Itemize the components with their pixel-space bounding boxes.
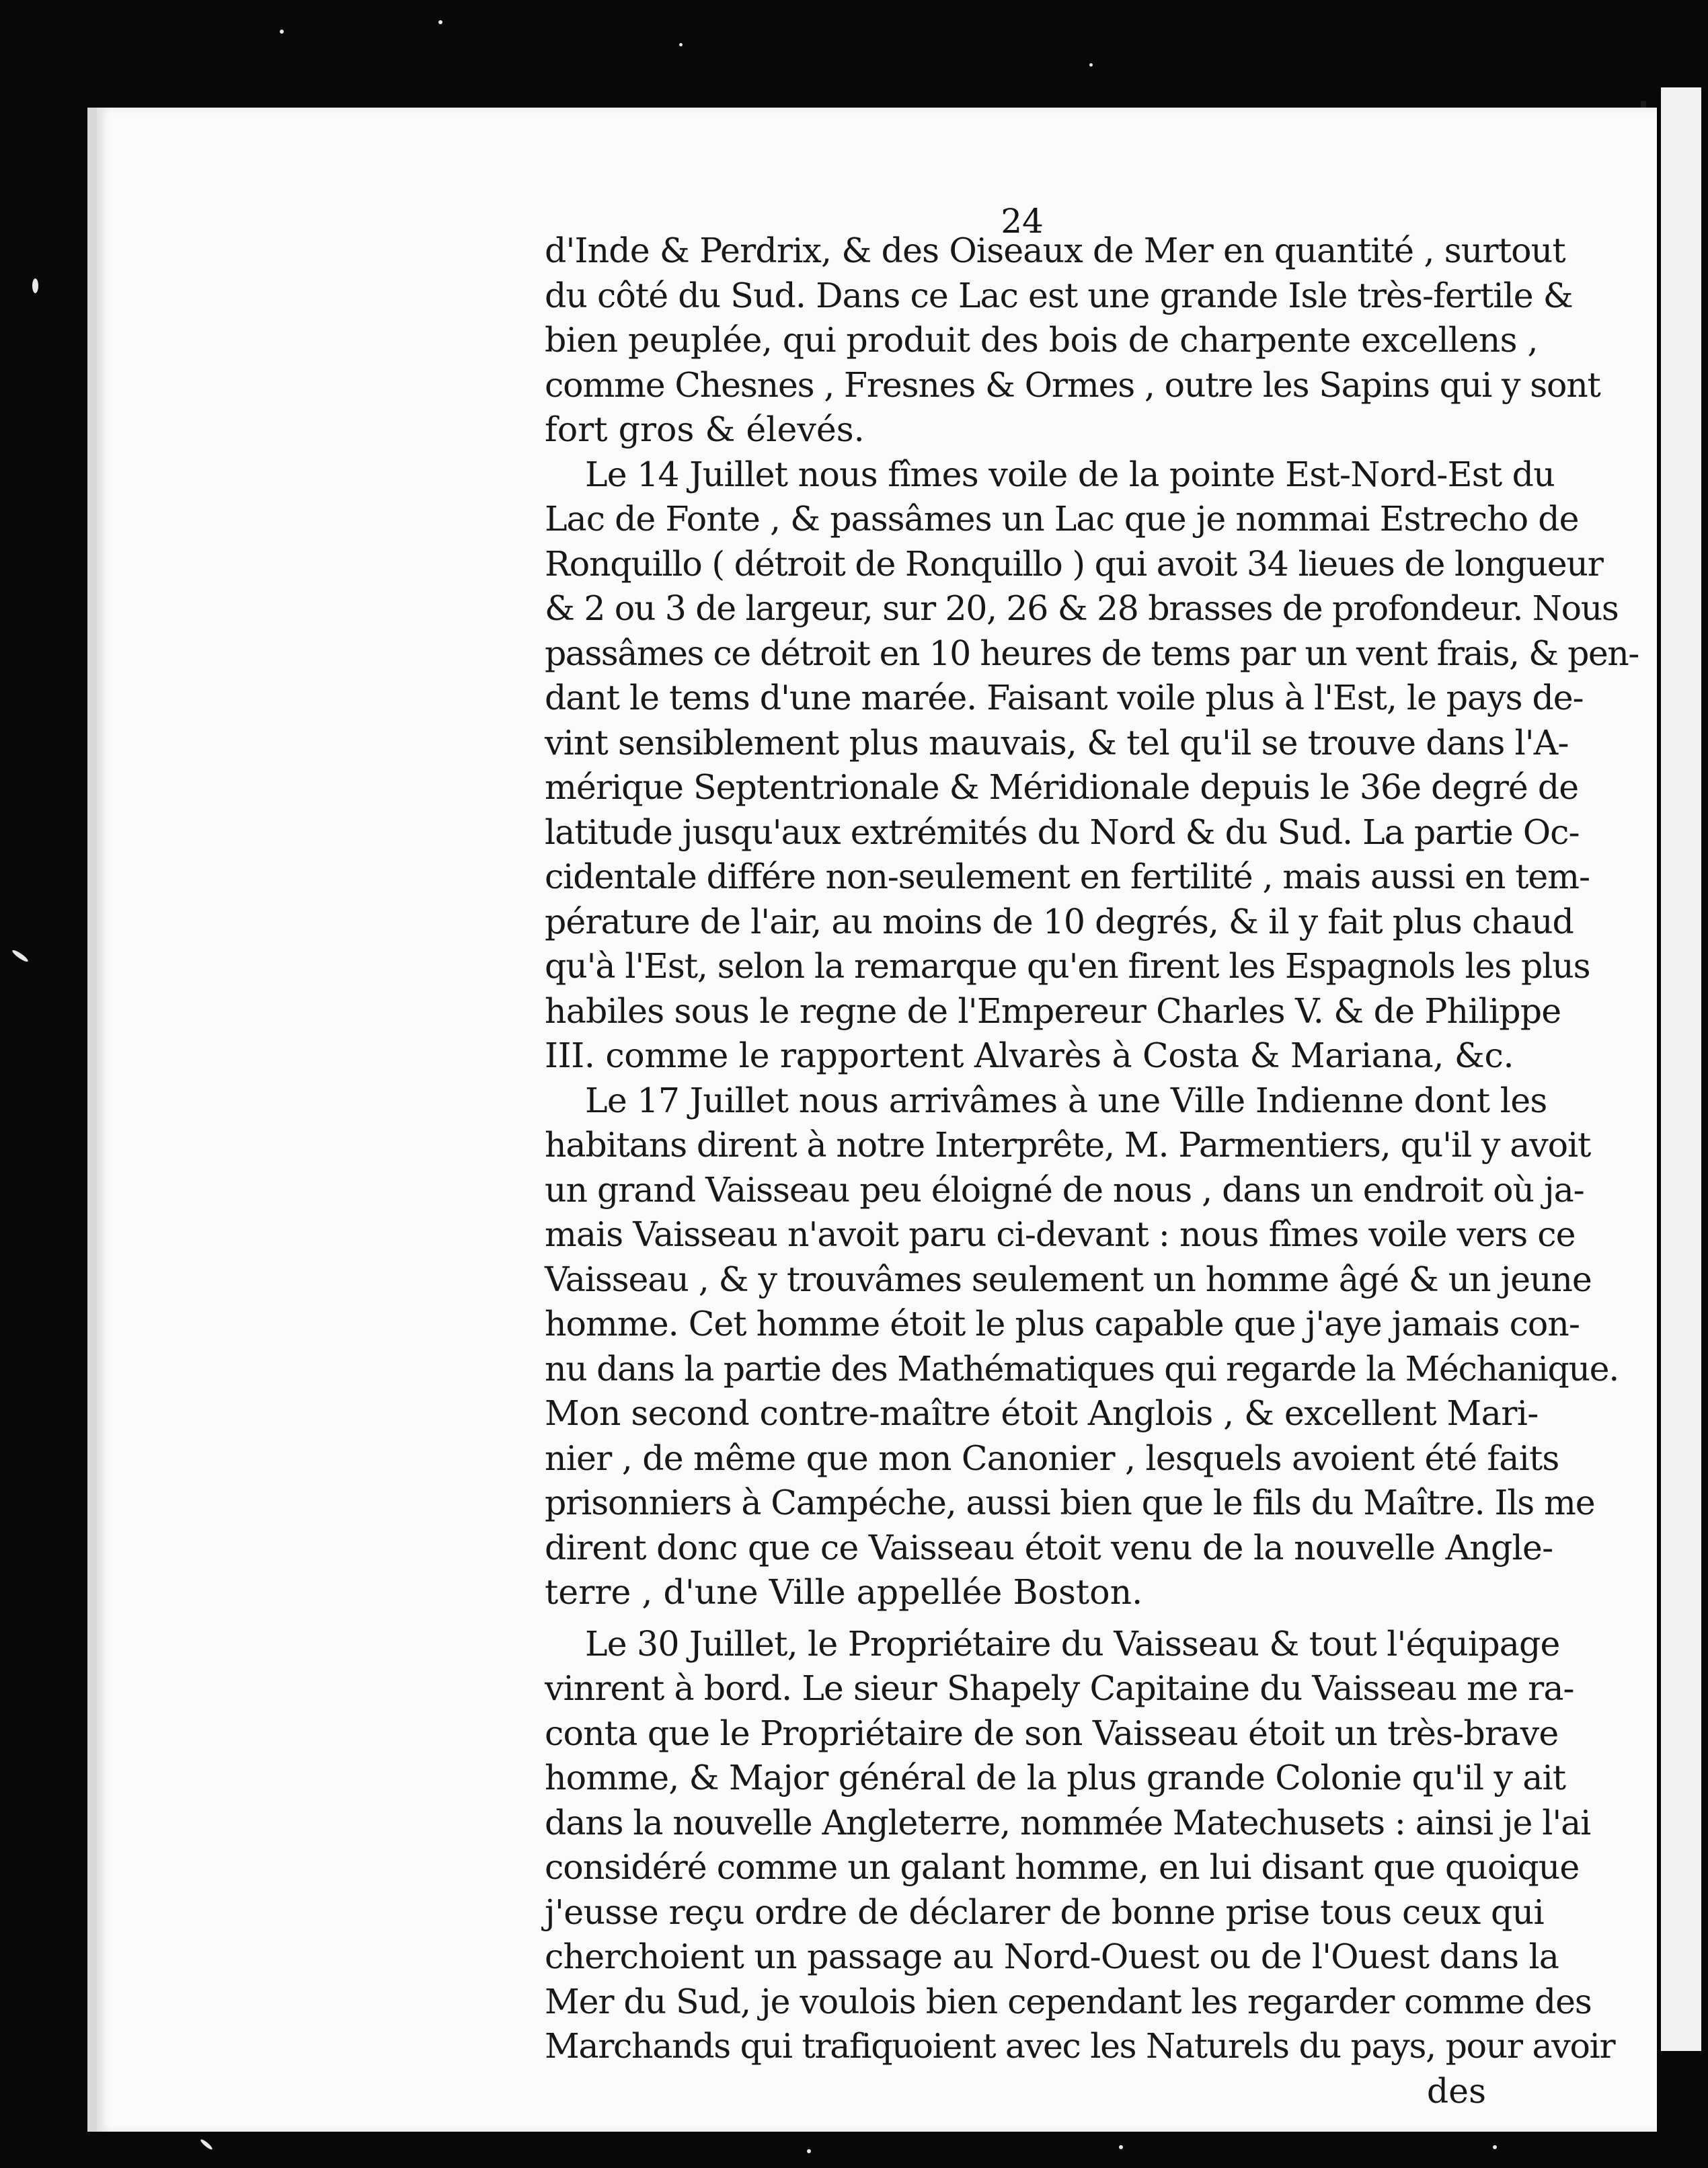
text-line: conta que le Propriétaire de son Vaisseau étoit un très-brave [545, 1713, 1559, 1753]
dust-speck [11, 949, 30, 964]
text-line: du côté du Sud. Dans ce Lac est une grande Isle très-fertile & [545, 275, 1573, 315]
dust-speck [280, 30, 284, 34]
text-line: bien peuplée, qui produit des bois de charpente excellens , [545, 320, 1538, 360]
text-line: III. comme le rapportent Alvarès à Costa & Mariana, &c. [545, 1036, 1514, 1075]
text-line: comme Chesnes , Fresnes & Ormes , outre les Sapins qui y sont [545, 364, 1600, 405]
text-line: qu'à l'Est, selon la remarque qu'en firent les Espagnols les plus [545, 946, 1590, 986]
text-line: Le 17 Juillet nous arrivâmes à une Ville Indienne dont les [585, 1080, 1547, 1120]
text-line: cidentale différe non-seulement en fertilité , mais aussi en tem- [545, 857, 1590, 896]
text-line: considéré comme un galant homme, en lui disant que quoique [545, 1847, 1580, 1887]
text-line: pérature de l'air, au moins de 10 degrés, & il y fait plus chaud [545, 901, 1574, 941]
text-line: dant le tems d'une marée. Faisant voile plus à l'Est, le pays de- [545, 678, 1584, 718]
text-line: d'Inde & Perdrix, & des Oiseaux de Mer en quantité , surtout [545, 231, 1565, 270]
text-line: nier , de même que mon Canonier , lesquels avoient été faits [545, 1438, 1559, 1478]
text-line: latitude jusqu'aux extrémités du Nord & du Sud. La partie Oc- [545, 812, 1580, 852]
page-number: 24 [1001, 202, 1044, 241]
body-text [545, 229, 1639, 2114]
catchword: des [1426, 2070, 1486, 2111]
dust-speck [32, 278, 38, 293]
text-line: Marchands qui trafiquoient avec les Naturels du pays, pour avoir [545, 2026, 1615, 2066]
text-line: vint sensiblement plus mauvais, & tel qu'il se trouve dans l'A- [545, 722, 1569, 763]
dust-speck [679, 43, 683, 46]
text-line: fort gros & élevés. [545, 410, 865, 449]
text-line: Mon second contre-maître étoit Anglois , & excellent Mari- [545, 1393, 1539, 1433]
text-line: homme, & Major général de la plus grande Colonie qu'il y ait [545, 1758, 1566, 1797]
text-line: nu dans la partie des Mathématiques qui regarde la Méchanique. [545, 1348, 1619, 1389]
text-line: terre , d'une Ville appellée Boston. [545, 1572, 1143, 1612]
dust-speck [438, 20, 442, 24]
dust-speck [200, 2138, 214, 2151]
text-line: cherchoient un passage au Nord-Ouest ou de l'Ouest dans la [545, 1937, 1559, 1976]
text-line: passâmes ce détroit en 10 heures de tems par un vent frais, & pen- [545, 633, 1639, 673]
text-line: mérique Septentrionale & Méridionale depuis le 36e degré de [545, 767, 1579, 807]
paragraph-gap [545, 1615, 1486, 1622]
text-line: vinrent à bord. Le sieur Shapely Capitaine du Vaisseau me ra- [545, 1668, 1574, 1708]
text-line: dans la nouvelle Angleterre, nommée Matechusets : ainsi je l'ai [545, 1802, 1591, 1843]
text-line: habitans dirent à notre Interprête, M. Parmentiers, qu'il y avoit [545, 1125, 1591, 1165]
text-line: & 2 ou 3 de largeur, sur 20, 26 & 28 brasses de profondeur. Nous [545, 588, 1619, 628]
dust-speck [1089, 63, 1093, 67]
text-line: j'eusse reçu ordre de déclarer de bonne prise tous ceux qui [545, 1892, 1544, 1932]
text-line: Mer du Sud, je voulois bien cependant les regarder comme des [545, 1981, 1592, 2021]
paragraph [545, 1079, 1619, 1615]
facing-page-edge [1661, 87, 1701, 2051]
text-line: Lac de Fonte , & passâmes un Lac que je nommai Estrecho de [545, 499, 1579, 539]
dust-speck [1493, 2145, 1497, 2149]
paragraph [545, 453, 1639, 1079]
text-line: Le 14 Juillet nous fîmes voile de la pointe Est-Nord-Est du [585, 454, 1555, 494]
dust-speck [807, 2149, 811, 2153]
dust-speck [1119, 2145, 1123, 2149]
paragraph [545, 229, 1600, 453]
text-line: un grand Vaisseau peu éloigné de nous , dans un endroit où ja- [545, 1169, 1584, 1210]
text-line: Vaisseau , & y trouvâmes seulement un homme âgé & un jeune [545, 1259, 1592, 1299]
text-line: dirent donc que ce Vaisseau étoit venu de la nouvelle Angle- [545, 1527, 1553, 1567]
text-line: homme. Cet homme étoit le plus capable que j'aye jamais con- [545, 1304, 1580, 1344]
text-line: Ronquillo ( détroit de Ronquillo ) qui avoit 34 lieues de longueur [545, 543, 1603, 584]
text-line: prisonniers à Campéche, aussi bien que le fils du Maître. Ils me [545, 1483, 1595, 1522]
text-line: mais Vaisseau n'avoit paru ci-devant : nous fîmes voile vers ce [545, 1214, 1576, 1254]
paragraph [545, 1622, 1615, 2069]
text-line: Le 30 Juillet, le Propriétaire du Vaisseau & tout l'équipage [585, 1623, 1560, 1664]
text-line: habiles sous le regne de l'Empereur Charles V. & de Philippe [545, 991, 1561, 1031]
